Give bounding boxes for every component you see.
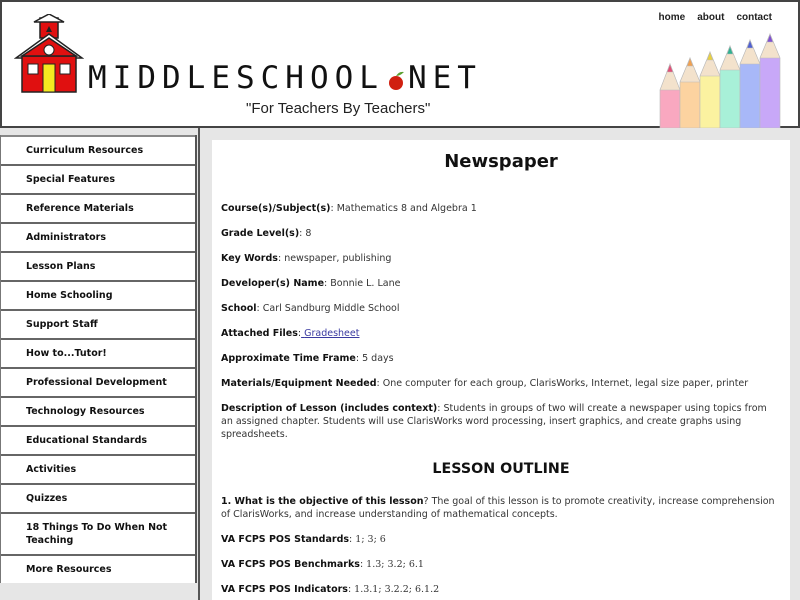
sidebar-item-reference-materials[interactable]: Reference Materials bbox=[1, 193, 195, 222]
outline-pos-benchmarks bbox=[221, 558, 781, 571]
field-label: Description of Lesson (includes context) bbox=[221, 403, 438, 414]
field-value: Mathematics 8 and Algebra 1 bbox=[336, 203, 477, 214]
field-attached-files: Attached Files: Gradesheet bbox=[221, 328, 360, 339]
field-label: Developer(s) Name bbox=[221, 278, 325, 289]
field-value: Carl Sandburg Middle School bbox=[262, 303, 400, 314]
schoolhouse-icon[interactable] bbox=[14, 14, 84, 94]
field-label: VA FCPS POS Benchmarks bbox=[221, 559, 360, 570]
lesson-outline-heading: LESSON OUTLINE bbox=[432, 461, 570, 477]
field-label: VA FCPS POS Standards bbox=[221, 534, 350, 545]
field-label: Grade Level(s) bbox=[221, 228, 300, 239]
field-label: Materials/Equipment Needed bbox=[221, 378, 377, 389]
nav-home-link[interactable]: home bbox=[658, 12, 686, 23]
field-value: 1.3; 3.2; 6.1 bbox=[366, 559, 424, 570]
field-developer-name: Developer(s) Name: Bonnie L. Lane bbox=[221, 278, 401, 289]
field-value: 1; 3; 6 bbox=[355, 534, 386, 545]
field-grade-level: Grade Level(s): 8 bbox=[221, 228, 312, 239]
sidebar-item-professional-development[interactable]: Professional Development bbox=[1, 367, 195, 396]
field-separator: : bbox=[349, 534, 353, 545]
nav-contact-link[interactable]: contact bbox=[736, 12, 772, 23]
sidebar-item-quizzes[interactable]: Quizzes bbox=[1, 483, 195, 512]
colored-pencils-icon bbox=[658, 30, 798, 128]
page-title: Newspaper bbox=[444, 151, 558, 172]
main-panel bbox=[198, 128, 800, 600]
site-header bbox=[0, 0, 800, 128]
sidebar-item-lesson-plans[interactable]: Lesson Plans bbox=[1, 251, 195, 280]
field-value: Bonnie L. Lane bbox=[330, 278, 401, 289]
field-key-words: Key Words: newspaper, publishing bbox=[221, 253, 392, 264]
sidebar-item-more-resources[interactable]: More Resources bbox=[1, 554, 195, 583]
field-label: Approximate Time Frame bbox=[221, 353, 356, 364]
field-school: School: Carl Sandburg Middle School bbox=[221, 303, 400, 314]
sidebar-item-special-features[interactable]: Special Features bbox=[1, 164, 195, 193]
gradesheet-link[interactable] bbox=[301, 328, 359, 339]
top-nav bbox=[659, 12, 772, 23]
apple-icon bbox=[386, 69, 406, 91]
outline-pos-standards bbox=[221, 533, 781, 546]
field-separator: : bbox=[359, 559, 364, 570]
field-value: 1.3.1; 3.2.2; 6.1.2 bbox=[354, 584, 440, 595]
field-label: Attached Files bbox=[221, 328, 298, 339]
gradesheet-link-text: Gradesheet bbox=[304, 328, 360, 339]
field-value: Students in groups of two will create a newspaper using topics from an assigned chapter. Students will use ClarisWorks word processing, insert graphics, and create graphs using spreadsheets. bbox=[221, 403, 767, 440]
sidebar bbox=[0, 128, 198, 600]
field-label: 1. What is the objective of this lesson bbox=[221, 496, 424, 507]
tagline: "For Teachers By Teachers" bbox=[246, 100, 431, 117]
sidebar-item-18-things[interactable]: 18 Things To Do When Not Teaching bbox=[1, 512, 195, 554]
sidebar-item-educational-standards[interactable]: Educational Standards bbox=[1, 425, 195, 454]
outline-objective bbox=[221, 495, 781, 521]
sidebar-item-technology-resources[interactable]: Technology Resources bbox=[1, 396, 195, 425]
field-value: newspaper, publishing bbox=[284, 253, 392, 264]
sidebar-item-support-staff[interactable]: Support Staff bbox=[1, 309, 195, 338]
field-label: VA FCPS POS Indicators bbox=[221, 584, 348, 595]
field-course-subject: Course(s)/Subject(s): Mathematics 8 and Algebra 1 bbox=[221, 203, 477, 214]
nav-about-link[interactable]: about bbox=[697, 12, 725, 23]
sidebar-item-how-to-tutor[interactable]: How to...Tutor! bbox=[1, 338, 195, 367]
field-value: One computer for each group, ClarisWorks, Internet, legal size paper, printer bbox=[382, 378, 749, 389]
sidebar-item-activities[interactable]: Activities bbox=[1, 454, 195, 483]
field-value: 8 bbox=[305, 228, 312, 239]
site-logo[interactable] bbox=[88, 60, 482, 96]
field-time-frame: Approximate Time Frame: 5 days bbox=[221, 353, 394, 364]
field-value: The goal of this lesson is to promote creativity, increase comprehension of ClarisWorks, and increase understanding of mathematical concepts. bbox=[221, 496, 775, 520]
logo-text-right: NET bbox=[407, 60, 482, 96]
field-value: 5 days bbox=[362, 353, 394, 364]
field-label: Course(s)/Subject(s) bbox=[221, 203, 331, 214]
lesson-content bbox=[212, 140, 790, 600]
sidebar-nav bbox=[0, 135, 197, 583]
field-label: Key Words bbox=[221, 253, 278, 264]
field-label: School bbox=[221, 303, 257, 314]
field-separator: ? bbox=[423, 496, 429, 507]
sidebar-item-administrators[interactable]: Administrators bbox=[1, 222, 195, 251]
field-description: Description of Lesson (includes context): Students in groups of two will create a newspaper using topics from an assigned chapter. Students will use ClarisWorks word processing, insert graphics, and create graphs using spreadsheets. bbox=[221, 403, 767, 440]
field-materials: Materials/Equipment Needed: One computer for each group, ClarisWorks, Internet, legal size paper, printer bbox=[221, 378, 749, 389]
field-separator: : bbox=[347, 584, 352, 595]
sidebar-item-home-schooling[interactable]: Home Schooling bbox=[1, 280, 195, 309]
sidebar-item-curriculum-resources[interactable]: Curriculum Resources bbox=[1, 135, 195, 164]
outline-pos-indicators bbox=[221, 583, 781, 596]
logo-text-left: MIDDLESCHOOL bbox=[88, 60, 384, 96]
